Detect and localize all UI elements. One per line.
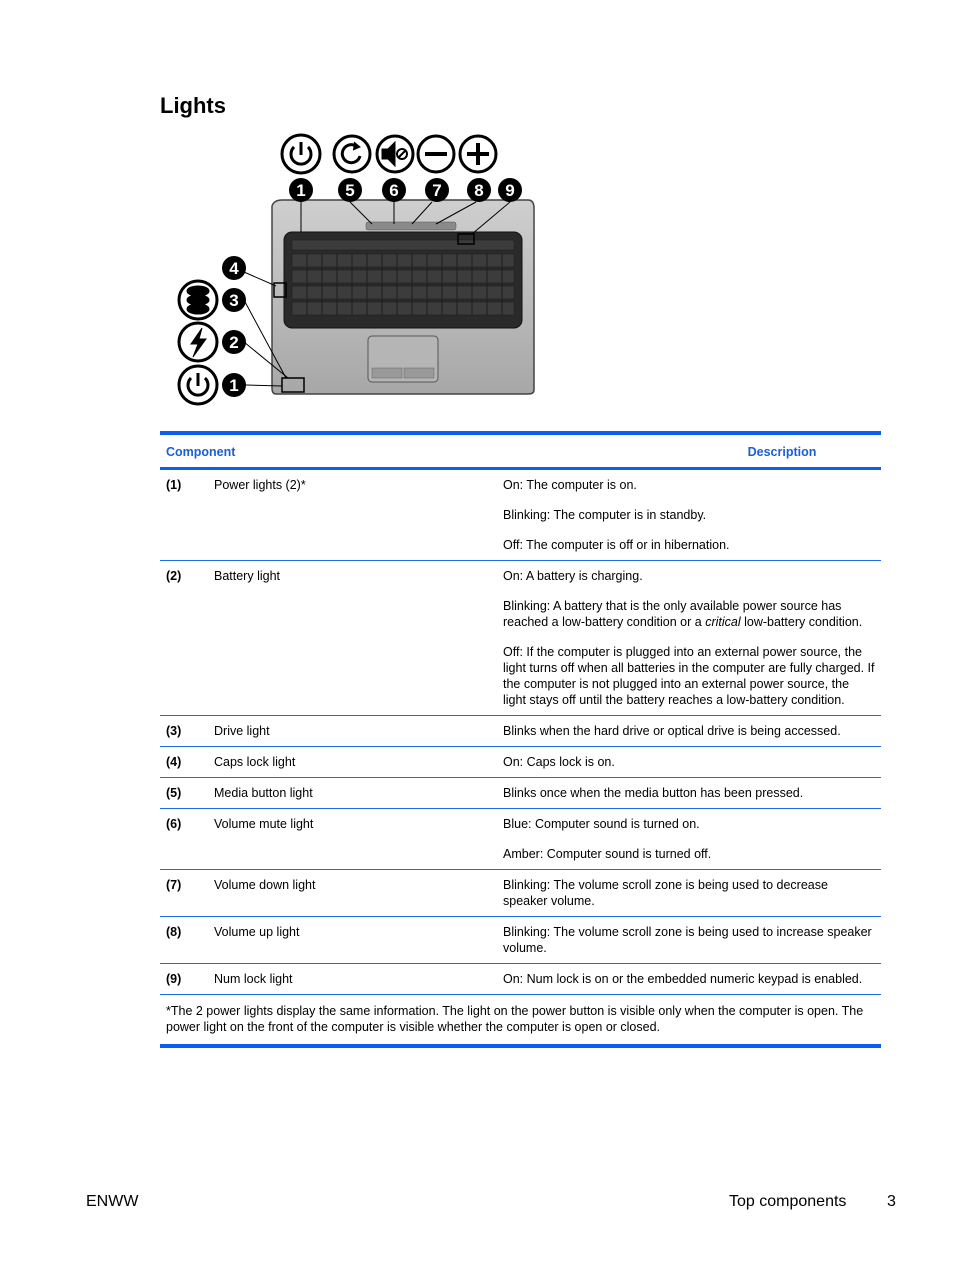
- mute-icon: [377, 136, 413, 172]
- description-paragraph: Blinks once when the media button has been pressed.: [503, 786, 804, 800]
- description-paragraph: Blinking: The computer is in standby.: [503, 508, 707, 522]
- description-paragraph: Blinking: The volume scroll zone is being used to increase speaker volume.: [503, 925, 872, 955]
- table-row: [160, 778, 881, 809]
- component-description: [497, 809, 881, 870]
- callout-label: 2: [229, 333, 239, 352]
- description-paragraph: Blinking: A battery that is the only available power source has reached a low-battery condition or a critical low-battery condition.: [503, 599, 863, 629]
- component-description: [497, 870, 881, 917]
- callout-label: 5: [345, 181, 355, 200]
- footer-page-number: 3: [887, 1193, 896, 1210]
- power-icon: [282, 135, 320, 173]
- table-row: [160, 809, 881, 870]
- table-row: [160, 917, 881, 964]
- table-row: [160, 964, 881, 995]
- description-paragraph: Off: If the computer is plugged into an external power source, the light turns off when all batteries in the computer are fully charged. If the computer is not plugged into an external power source, the light stays off until the battery reaches a low-battery condition.: [503, 645, 875, 707]
- component-description: [497, 561, 881, 716]
- header-component: Component: [166, 445, 236, 459]
- component-name: Drive light: [214, 724, 270, 738]
- callout-label: 4: [229, 259, 239, 278]
- page-title: Lights: [160, 93, 226, 118]
- component-number: (4): [166, 755, 182, 769]
- callout-label: 3: [229, 291, 239, 310]
- media-icon: [334, 136, 370, 172]
- description-paragraph: On: A battery is charging.: [503, 569, 643, 583]
- component-number: (6): [166, 817, 182, 831]
- callout-label: 7: [432, 181, 442, 200]
- description-paragraph: On: Caps lock is on.: [503, 755, 615, 769]
- description-paragraph: On: Num lock is on or the embedded numeric keypad is enabled.: [503, 972, 863, 986]
- description-paragraph: Amber: Computer sound is turned off.: [503, 847, 712, 861]
- callout-label: 6: [389, 181, 399, 200]
- table-footnote: *The 2 power lights display the same information. The light on the power button is visible only when the computer is open. The power light on the front of the computer is visible whether the computer is open or closed.: [160, 994, 881, 1044]
- drive-icon: [179, 281, 217, 319]
- component-number: (3): [166, 724, 182, 738]
- battery-icon: [179, 323, 217, 361]
- callout-label: 1: [229, 376, 239, 395]
- component-number: (7): [166, 878, 182, 892]
- component-name: Num lock light: [214, 972, 293, 986]
- component-number: (1): [166, 478, 182, 492]
- button-strip: [366, 222, 456, 230]
- component-name: Media button light: [214, 786, 313, 800]
- component-description: [497, 778, 881, 809]
- description-paragraph: Blinking: The volume scroll zone is being used to decrease speaker volume.: [503, 878, 828, 908]
- power-icon: [179, 366, 217, 404]
- table-row: [160, 870, 881, 917]
- callout-label: 8: [474, 181, 484, 200]
- component-name: Volume mute light: [214, 817, 314, 831]
- footer-section: Top components: [729, 1193, 847, 1210]
- component-name: Volume down light: [214, 878, 316, 892]
- header-description: Description: [747, 445, 817, 459]
- component-number: (5): [166, 786, 182, 800]
- component-number: (2): [166, 569, 182, 583]
- footer-publisher: ENWW: [86, 1193, 139, 1210]
- description-paragraph: On: The computer is on.: [503, 478, 637, 492]
- component-name: Battery light: [214, 569, 281, 583]
- component-description: [497, 716, 881, 747]
- component-number: (8): [166, 925, 182, 939]
- component-name: Caps lock light: [214, 755, 296, 769]
- table-bottom-rule: [160, 1044, 881, 1048]
- table-row: [160, 470, 881, 561]
- component-name: Power lights (2)*: [214, 478, 306, 492]
- table-row: [160, 716, 881, 747]
- minus-icon: [418, 136, 454, 172]
- description-paragraph: Blinks when the hard drive or optical drive is being accessed.: [503, 724, 841, 738]
- component-description: [497, 747, 881, 778]
- component-description: [497, 964, 881, 995]
- description-paragraph: Off: The computer is off or in hibernation.: [503, 538, 730, 552]
- table-row: [160, 747, 881, 778]
- laptop-lights-figure: [176, 130, 538, 410]
- lights-table: [160, 431, 881, 1048]
- component-description: [497, 470, 881, 561]
- component-number: (9): [166, 972, 182, 986]
- callout-label: 1: [296, 181, 306, 200]
- callout-label: 9: [505, 181, 515, 200]
- component-name: Volume up light: [214, 925, 300, 939]
- table-row: [160, 561, 881, 716]
- component-description: [497, 917, 881, 964]
- description-paragraph: Blue: Computer sound is turned on.: [503, 817, 700, 831]
- plus-icon: [460, 136, 496, 172]
